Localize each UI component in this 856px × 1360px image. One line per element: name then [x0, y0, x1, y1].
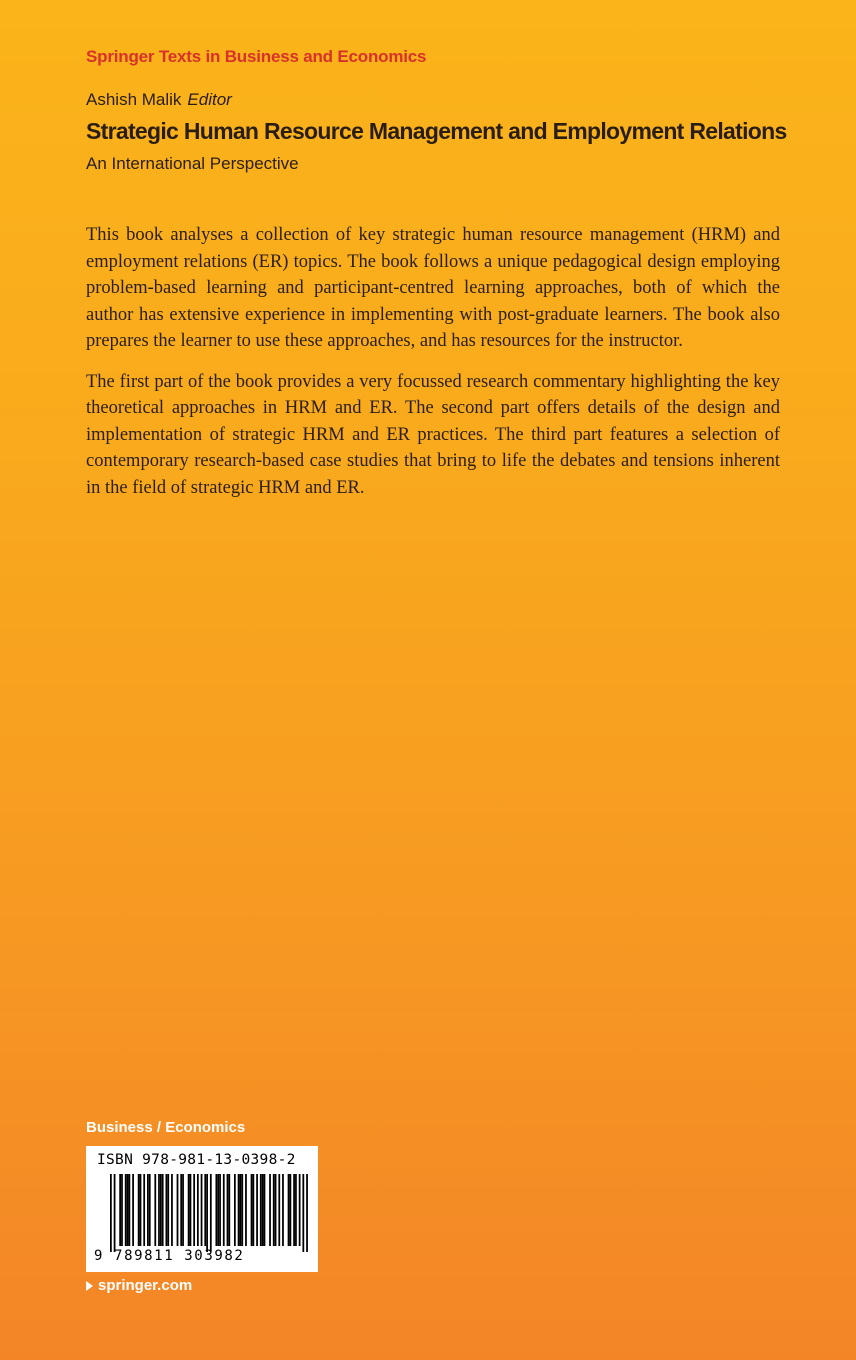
- website-link[interactable]: [86, 1277, 192, 1294]
- barcode-bar: [288, 1174, 290, 1246]
- barcode-bar: [110, 1174, 112, 1252]
- barcode-bar: [140, 1174, 142, 1246]
- barcode-bar: [219, 1174, 221, 1246]
- barcode-bar: [217, 1174, 219, 1246]
- barcode-bar: [210, 1174, 212, 1252]
- isbn-label: ISBN 978-981-13-0398-2: [97, 1152, 296, 1168]
- barcode-bar: [251, 1174, 253, 1246]
- barcode-bar: [177, 1174, 179, 1246]
- barcode-bar: [127, 1174, 129, 1246]
- barcode-bar: [245, 1174, 247, 1246]
- barcode-bar: [223, 1174, 225, 1246]
- barcode-bar: [240, 1174, 242, 1246]
- barcode-bar: [234, 1174, 236, 1246]
- barcode-bar: [293, 1174, 295, 1246]
- barcode-digits: 9 789811 303982: [94, 1248, 245, 1264]
- barcode-bar: [262, 1174, 264, 1246]
- barcode-bar: [162, 1174, 164, 1246]
- barcode-bar: [282, 1174, 284, 1246]
- barcode-bar: [273, 1174, 275, 1246]
- barcode-bar: [182, 1174, 184, 1246]
- description-paragraph: This book analyses a collection of key strategic human resource management (HRM) and employment relations (ER) topics. The book follows a unique pedagogical design employing problem-based learning and participant-centred learning approaches, both of which the author has extensive experience in implementing with post-graduate learners. The book also prepares the learner to use these approaches, and has resources for the instructor.: [86, 225, 780, 351]
- arrow-right-icon: [86, 1281, 93, 1291]
- barcode-bar: [290, 1174, 292, 1246]
- barcode-bar: [241, 1174, 243, 1246]
- barcode-bar: [143, 1174, 145, 1246]
- barcode-bar: [138, 1174, 140, 1246]
- barcode-bar: [158, 1174, 160, 1246]
- barcode-bar: [269, 1174, 271, 1246]
- barcode-bar: [275, 1174, 277, 1246]
- barcode-bar: [238, 1174, 240, 1246]
- barcode-bar: [129, 1174, 131, 1246]
- barcode-bar: [154, 1174, 156, 1246]
- barcode-bar: [167, 1174, 169, 1246]
- barcode-bar: [278, 1174, 280, 1246]
- barcode-bar: [252, 1174, 254, 1246]
- barcode-bar: [306, 1174, 308, 1252]
- barcode-bar: [201, 1174, 203, 1246]
- barcode-bar: [166, 1174, 168, 1246]
- barcode-bar: [147, 1174, 149, 1246]
- barcode-bar: [119, 1174, 121, 1246]
- editor-name: Ashish Malik: [86, 90, 182, 109]
- barcode-bar: [295, 1174, 297, 1246]
- series-title: Springer Texts in Business and Economics: [86, 47, 427, 66]
- barcode-bar: [180, 1174, 182, 1246]
- barcode-bar: [197, 1174, 199, 1246]
- barcode-bar: [215, 1174, 217, 1246]
- barcode-bar: [206, 1174, 208, 1252]
- barcode-bar: [190, 1174, 192, 1246]
- isbn-barcode: [86, 1146, 318, 1272]
- barcode-bar: [125, 1174, 127, 1246]
- barcode-bar: [114, 1174, 116, 1252]
- barcode-bar: [264, 1174, 266, 1246]
- book-description: [86, 222, 780, 515]
- barcode-bar: [228, 1174, 230, 1246]
- subject-category: Business / Economics: [86, 1119, 246, 1136]
- barcode-bar: [171, 1174, 173, 1246]
- barcode-bar: [302, 1174, 304, 1252]
- description-paragraph: The first part of the book provides a very focussed research commentary highlighting the key theoretical approaches in HRM and ER. The second part offers details of the design and implementation of strategic HRM and ER practices. The third part features a selection of contemporary research-based case studies that bring to life the debates and tensions inherent in the field of strategic HRM and ER.: [86, 371, 780, 498]
- barcode-bar: [256, 1174, 258, 1246]
- barcode-bar: [193, 1174, 195, 1246]
- book-subtitle: An International Perspective: [86, 154, 299, 173]
- website-url: springer.com: [98, 1277, 193, 1294]
- barcode-bar: [299, 1174, 301, 1246]
- book-title: Strategic Human Resource Management and Employment Relations: [86, 118, 787, 144]
- barcode-bar: [260, 1174, 262, 1246]
- editor-line: [86, 90, 232, 110]
- barcode-bar: [227, 1174, 229, 1246]
- barcode-bar: [188, 1174, 190, 1246]
- barcode-bar: [132, 1174, 134, 1246]
- barcode-bar: [204, 1174, 206, 1246]
- editor-role: Editor: [187, 90, 232, 109]
- barcode-bar: [121, 1174, 123, 1246]
- barcode-bar: [160, 1174, 162, 1246]
- barcode-bar: [149, 1174, 151, 1246]
